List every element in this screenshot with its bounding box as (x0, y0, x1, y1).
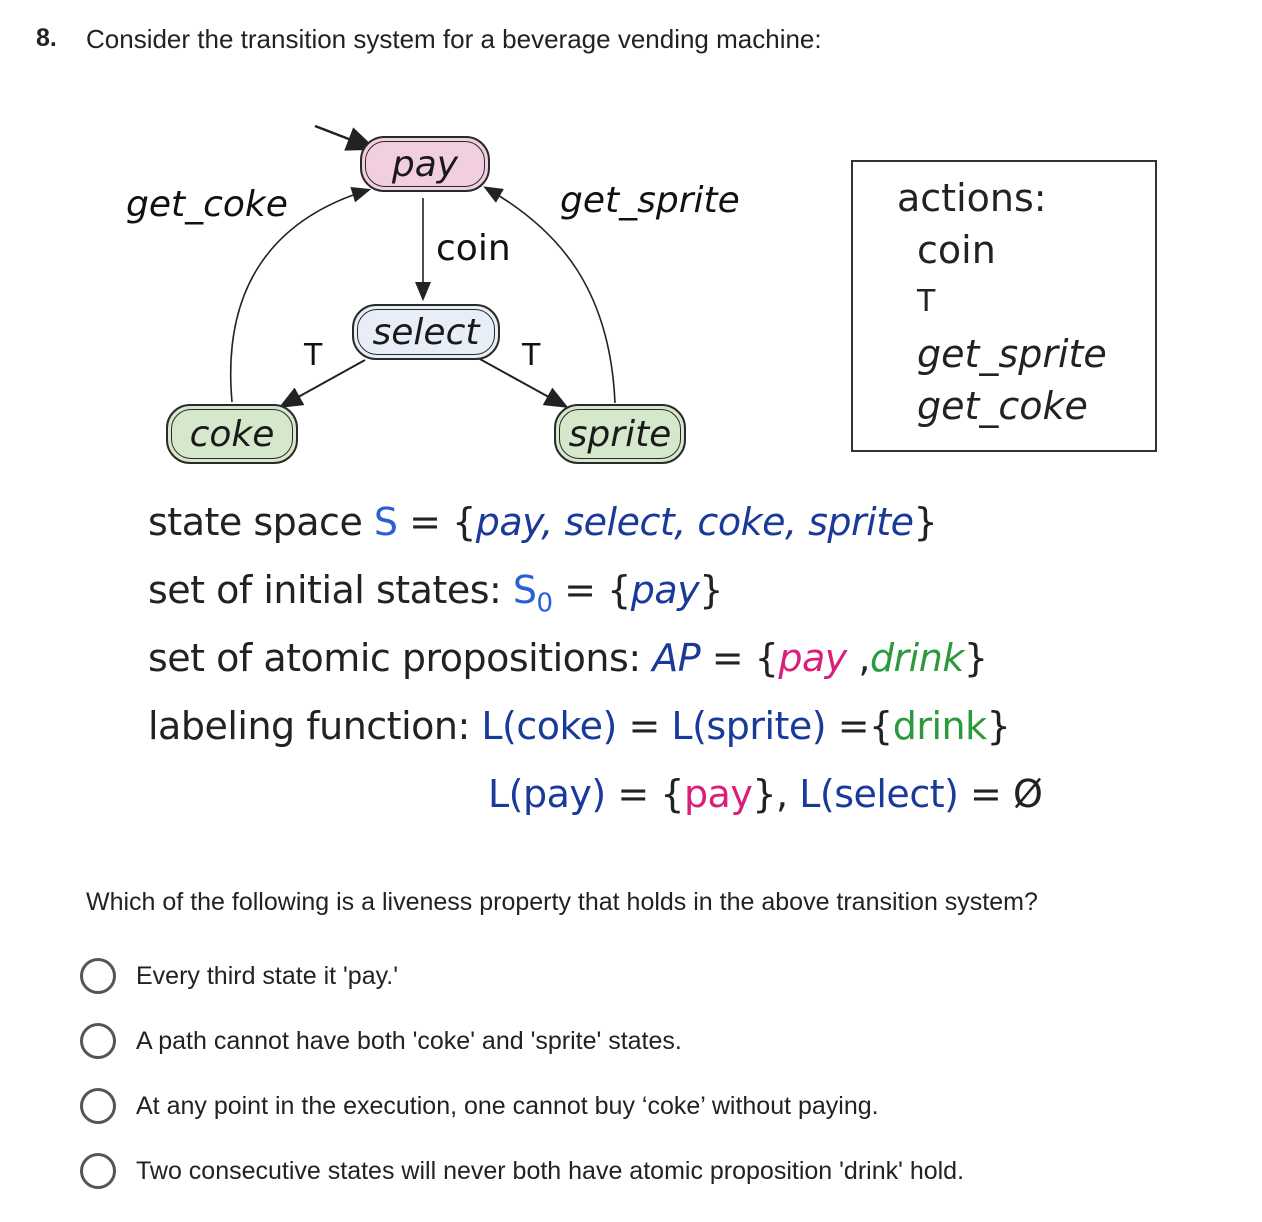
state-coke: coke (166, 404, 298, 464)
label-tau-right: T (522, 338, 541, 373)
option-label: A path cannot have both 'coke' and 'sprite' states. (136, 1026, 682, 1055)
label-tau-left: T (304, 338, 323, 373)
edge-tau-left (282, 360, 365, 406)
label-get-sprite: get_sprite (560, 180, 740, 221)
state-pay: pay (360, 136, 490, 192)
state-sprite: sprite (554, 404, 686, 464)
def-atomic-propositions: set of atomic propositions: AP = {pay ,drink} (148, 636, 988, 680)
action-item: get_coke (917, 384, 1088, 428)
action-item: T (917, 284, 936, 319)
actions-title: actions: (897, 176, 1047, 220)
option-1[interactable] (80, 958, 398, 994)
question-text: Which of the following is a liveness property that holds in the above transition system? (86, 888, 1038, 916)
option-2[interactable] (80, 1023, 682, 1059)
option-label: At any point in the execution, one cannot buy ‘coke’ without paying. (136, 1091, 879, 1120)
option-4[interactable] (80, 1153, 964, 1189)
action-item: coin (917, 228, 996, 272)
option-3[interactable] (80, 1088, 879, 1124)
def-state-space: state space S = {pay, select, coke, sprite} (148, 500, 938, 544)
radio-button[interactable] (80, 1153, 116, 1189)
radio-button[interactable] (80, 1023, 116, 1059)
def-labeling-function-2: L(pay) = {pay}, L(select) = Ø (488, 772, 1043, 816)
transition-system-figure (0, 110, 1262, 850)
question-number: 8. (36, 24, 57, 52)
state-diagram (110, 110, 750, 480)
initial-arrow (315, 126, 372, 148)
question-prompt: Consider the transition system for a beverage vending machine: (86, 24, 822, 54)
def-labeling-function: labeling function: L(coke) = L(sprite) ={drink} (148, 704, 1011, 748)
label-get-coke: get_coke (126, 184, 288, 225)
option-label: Every third state it 'pay.' (136, 961, 398, 990)
radio-button[interactable] (80, 958, 116, 994)
action-item: get_sprite (917, 332, 1107, 376)
state-select: select (352, 304, 500, 360)
def-initial-states: set of initial states: $S_0 = \{pay\}$ (148, 568, 723, 619)
option-label: Two consecutive states will never both have atomic proposition 'drink' hold. (136, 1156, 965, 1185)
actions-box (851, 160, 1157, 452)
label-coin: coin (436, 228, 511, 269)
radio-button[interactable] (80, 1088, 116, 1124)
